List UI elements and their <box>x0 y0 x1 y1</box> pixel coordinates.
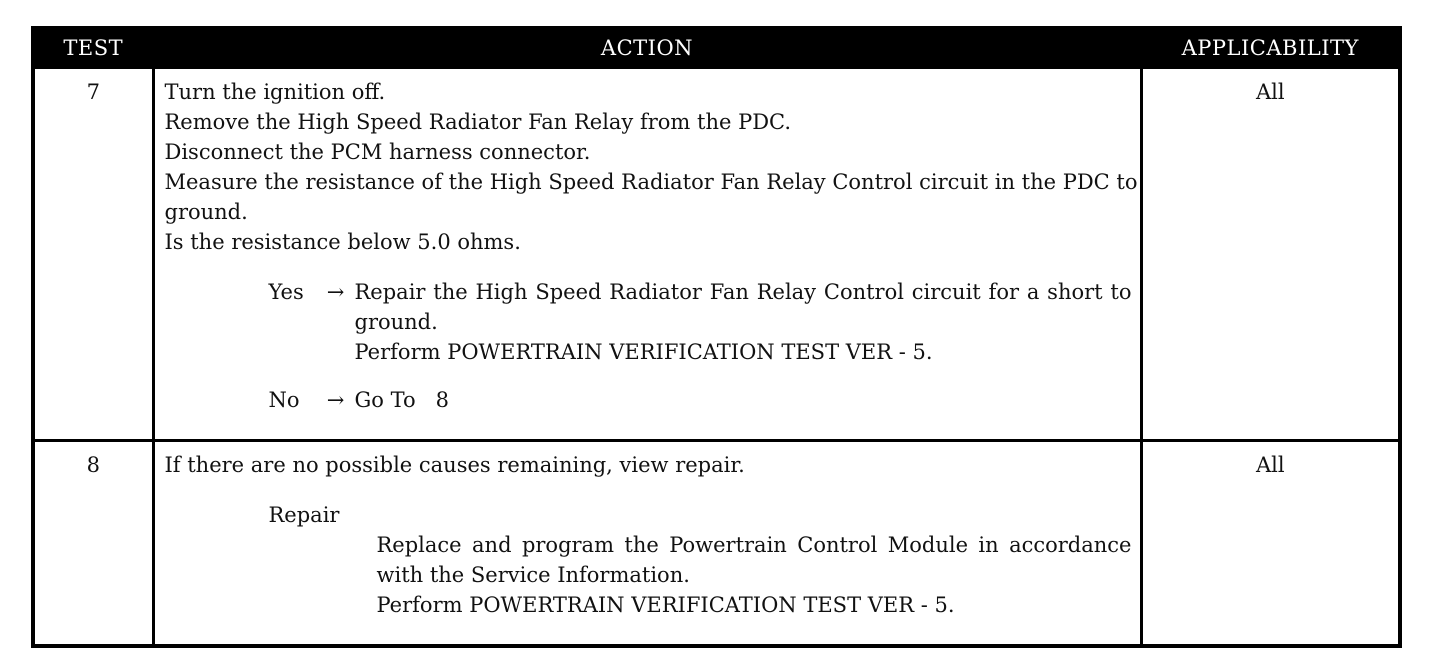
table-header <box>33 28 1400 68</box>
repair-label: Repair <box>268 503 340 527</box>
action-line: Remove the High Speed Radiator Fan Relay from the PDC. <box>164 110 792 134</box>
action-line: If there are no possible causes remaining, view repair. <box>164 453 745 477</box>
yes-instruction: Repair the High Speed Radiator Fan Relay Control circuit for a short to ground. <box>354 280 1132 334</box>
arrow-icon: → <box>326 388 345 412</box>
header-action: ACTION <box>153 28 1141 68</box>
action-question: Is the resistance below 5.0 ohms. <box>164 230 521 254</box>
no-response-text: Go To 8 <box>354 388 449 412</box>
action-line: Measure the resistance of the High Speed Radiator Fan Relay Control circuit in the PDC to ground. <box>164 170 1138 224</box>
header-test: TEST <box>33 28 153 68</box>
yes-response <box>269 277 1132 367</box>
applicability-value: All <box>1141 68 1400 441</box>
header-row <box>33 28 1400 68</box>
action-line: Disconnect the PCM harness connector. <box>164 140 591 164</box>
arrow-icon: → <box>326 280 345 304</box>
yes-response-text <box>355 277 1132 367</box>
table-row <box>33 441 1400 647</box>
action-line: Turn the ignition off. <box>164 80 386 104</box>
repair-verification: Perform POWERTRAIN VERIFICATION TEST VER - 5. <box>376 593 955 617</box>
yes-label: Yes <box>268 280 304 304</box>
action-cell <box>153 441 1141 647</box>
diagnostic-test-table <box>31 26 1402 648</box>
repair-instruction: Replace and program the Powertrain Control Module in accordance with the Service Information. <box>376 533 1132 587</box>
repair-text <box>377 530 1132 620</box>
action-cell <box>153 68 1141 441</box>
test-number: 8 <box>33 441 153 647</box>
applicability-value: All <box>1141 441 1400 647</box>
header-applicability: APPLICABILITY <box>1141 28 1400 68</box>
no-label: No <box>268 388 300 412</box>
test-number: 7 <box>33 68 153 441</box>
no-response <box>269 385 1132 415</box>
yes-verification: Perform POWERTRAIN VERIFICATION TEST VER - 5. <box>354 340 933 364</box>
table-row <box>33 68 1400 441</box>
